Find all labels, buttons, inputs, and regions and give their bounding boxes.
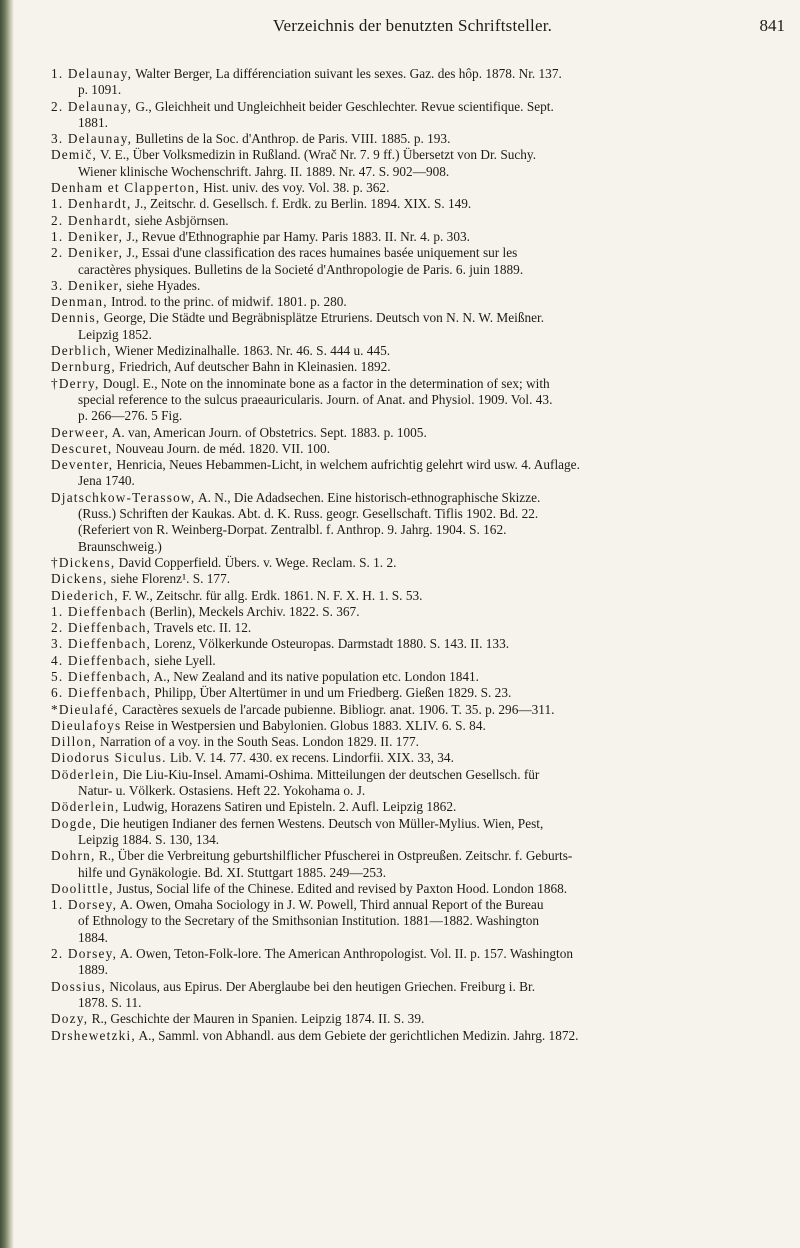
entry-text: Justus, Social life of the Chinese. Edited and revised by Paxton Hood. London 1868. — [113, 880, 568, 896]
entry-text: V. E., Über Volksmedizin in Rußland. (Wrač Nr. 7. 9 ff.) Übersetzt von Dr. Suchy. Wiener klinische Wochenschrift. Jahrg. II. 1889. Nr. 47. S. 902—908. — [78, 147, 537, 179]
bibliography-entry — [51, 897, 785, 946]
bibliography-entry — [51, 734, 785, 750]
entry-author: Doolittle, — [51, 880, 114, 896]
entry-author: Dozy, — [51, 1011, 89, 1027]
entry-text: Die heutigen Indianer des fernen Westens. Deutsch von Müller-Mylius. Wien, Pest, Leipzig 1884. S. 130, 134. — [78, 815, 544, 847]
entry-author: 2. Dieffenbach, — [51, 620, 152, 636]
entry-text: Bulletins de la Soc. d'Anthrop. de Paris. VIII. 1885. p. 193. — [132, 131, 451, 147]
entry-text: Lorenz, Völkerkunde Osteuropas. Darmstadt 1880. S. 143. II. 133. — [151, 636, 510, 652]
bibliography-entry — [51, 588, 785, 604]
bibliography-entry — [51, 1028, 785, 1044]
entry-text: Hist. univ. des voy. Vol. 38. p. 362. — [199, 180, 390, 196]
bibliography-entry — [51, 718, 785, 734]
bibliography-entry — [51, 1011, 785, 1027]
entry-author: 2. Dorsey, — [51, 946, 118, 962]
bibliography-entry — [51, 816, 785, 849]
bibliography-entry — [51, 490, 785, 555]
entry-author: 3. Deniker, — [51, 277, 124, 293]
entry-text: Nicolaus, aus Epirus. Der Aberglaube bei den heutigen Griechen. Freiburg i. Br. 1878. S. 11. — [78, 978, 536, 1010]
entry-text: David Copperfield. Übers. v. Wege. Reclam. S. 1. 2. — [115, 554, 397, 570]
entry-author: Dillon, — [51, 734, 97, 750]
bibliography-entry — [51, 881, 785, 897]
bibliography-entry — [51, 799, 785, 815]
bibliography-entry — [51, 213, 785, 229]
entry-text: George, Die Städte und Begräbnisplätze Etruriens. Deutsch von N. N. W. Meißner. Leipzig 1852. — [78, 310, 545, 342]
entry-text: Henricia, Neues Hebammen-Licht, in welchem aufrichtig gelehrt wird usw. 4. Auflage. Jena 1740. — [78, 457, 580, 489]
bibliography-entry — [51, 669, 785, 685]
entry-text: A., New Zealand and its native population etc. London 1841. — [151, 668, 480, 684]
entry-text: Nouveau Journ. de méd. 1820. VII. 100. — [112, 440, 331, 456]
bibliography-entry — [51, 180, 785, 196]
entry-text: A. Owen, Teton-Folk-lore. The American Anthropologist. Vol. II. p. 157. Washington 1889. — [78, 946, 574, 978]
entry-author: Drshewetzki, — [51, 1027, 136, 1043]
entry-author: Dieulafoys — [51, 717, 122, 733]
entry-author: 1. Denhardt, — [51, 196, 132, 212]
entry-author: 5. Dieffenbach, — [51, 668, 152, 684]
entry-text: Caractères sexuels de l'arcade pubienne. Bibliogr. anat. 1906. T. 35. p. 296—311. — [118, 701, 555, 717]
entry-text: siehe Florenz¹. S. 177. — [107, 571, 231, 587]
entry-author: 1. Delaunay, — [51, 66, 133, 81]
bibliography-entry — [51, 245, 785, 278]
entry-author: Dohrn, — [51, 848, 96, 864]
entry-author: 4. Dieffenbach, — [51, 652, 152, 668]
entry-author: *Dieulafé, — [51, 701, 119, 717]
entry-author: Dossius, — [51, 978, 107, 994]
entry-author: Diodorus Siculus. — [51, 750, 167, 766]
entry-author: Derblich, — [51, 343, 112, 359]
bibliography-entry — [51, 702, 785, 718]
entry-author: 1. Dorsey, — [51, 897, 118, 913]
entry-author: 2. Deniker, — [51, 245, 124, 261]
page-edge-shadow — [0, 0, 14, 1248]
page-number: 841 — [759, 16, 785, 35]
bibliography-entry — [51, 99, 785, 132]
entry-author: Demič, — [51, 147, 97, 163]
entry-text: R., Geschichte der Mauren in Spanien. Leipzig 1874. II. S. 39. — [88, 1011, 425, 1027]
bibliography-entry — [51, 636, 785, 652]
entry-text: Philipp, Über Altertümer in und um Friedberg. Gießen 1829. S. 23. — [151, 685, 512, 701]
page-title: Verzeichnis der benutzten Schriftsteller. — [272, 16, 553, 35]
entry-author: 1. Deniker, — [51, 228, 124, 244]
bibliography-entry — [51, 294, 785, 310]
bibliography-entry — [51, 653, 785, 669]
entry-author: 1. Dieffenbach — [51, 603, 147, 619]
bibliography-entry — [51, 604, 785, 620]
bibliography-entry — [51, 571, 785, 587]
entry-text: F. W., Zeitschr. für allg. Erdk. 1861. N. F. X. H. 1. S. 53. — [118, 587, 423, 603]
entry-author: Deventer, — [51, 457, 114, 473]
entry-author: 3. Dieffenbach, — [51, 636, 152, 652]
entry-text: Introd. to the princ. of midwif. 1801. p. 280. — [107, 294, 347, 310]
entry-text: G., Gleichheit und Ungleichheit beider Geschlechter. Revue scientifique. Sept. 1881. — [78, 98, 554, 130]
bibliography-entry — [51, 359, 785, 375]
entry-author: Dennis, — [51, 310, 101, 326]
entry-text: R., Über die Verbreitung geburtshilflicher Pfuscherei in Ostpreußen. Zeitschr. f. Geburts- hilfe und Gynäkologie. Bd. XI. Stuttgart 1885. 249—253. — [78, 848, 573, 880]
entry-text: siehe Asbjörnsen. — [131, 212, 229, 228]
entry-author: 2. Delaunay, — [51, 98, 133, 114]
bibliography-entry — [51, 441, 785, 457]
entry-text: Wiener Medizinalhalle. 1863. Nr. 46. S. 444 u. 445. — [111, 343, 391, 359]
bibliography-entry — [51, 229, 785, 245]
entry-text: A., Samml. von Abhandl. aus dem Gebiete der gerichtlichen Medizin. Jahrg. 1872. — [135, 1027, 579, 1043]
entry-text: Narration of a voy. in the South Seas. London 1829. II. 177. — [96, 734, 419, 750]
bibliography-entry — [51, 457, 785, 490]
bibliography-entry — [51, 278, 785, 294]
bibliography-entry — [51, 979, 785, 1012]
bibliography-list — [51, 66, 785, 1044]
entry-author: Dernburg, — [51, 359, 116, 375]
entry-author: 3. Delaunay, — [51, 131, 133, 147]
entry-author: Denman, — [51, 294, 108, 310]
entry-text: siehe Lyell. — [151, 652, 216, 668]
bibliography-entry — [51, 66, 785, 99]
entry-text: A. Owen, Omaha Sociology in J. W. Powell, Third annual Report of the Bureau of Ethnology to the Secretary of the Smithsonian Institution. 1881—1882. Washington 1884. — [78, 897, 544, 945]
entry-author: 6. Dieffenbach, — [51, 685, 152, 701]
entry-author: Djatschkow-Terassow, — [51, 489, 196, 505]
bibliography-entry — [51, 620, 785, 636]
bibliography-entry — [51, 767, 785, 800]
entry-author: Dogde, — [51, 815, 97, 831]
entry-text: J., Zeitschr. d. Gesellsch. f. Erdk. zu Berlin. 1894. XIX. S. 149. — [131, 196, 472, 212]
entry-text: Ludwig, Horazens Satiren und Episteln. 2. Aufl. Leipzig 1862. — [119, 799, 457, 815]
entry-text: J., Essai d'une classification des races humaines basée uniquement sur les caractères physiques. Bulletins de la Societé d'Anthropologie de Paris. 6. juin 1889. — [78, 245, 524, 277]
entry-author: Diederich, — [51, 587, 119, 603]
entry-author: Descuret, — [51, 440, 113, 456]
bibliography-entry — [51, 848, 785, 881]
bibliography-entry — [51, 376, 785, 425]
bibliography-entry — [51, 147, 785, 180]
entry-author: †Derry, — [51, 375, 100, 391]
entry-text: Walter Berger, La différenciation suivant les sexes. Gaz. des hôp. 1878. Nr. 137. p. 1091. — [78, 66, 562, 98]
entry-text: Friedrich, Auf deutscher Bahn in Kleinasien. 1892. — [115, 359, 391, 375]
entry-text: (Berlin), Meckels Archiv. 1822. S. 367. — [146, 603, 360, 619]
entry-text: A. van, American Journ. of Obstetrics. Sept. 1883. p. 1005. — [109, 424, 427, 440]
bibliography-entry — [51, 425, 785, 441]
entry-author: †Dickens, — [51, 554, 116, 570]
entry-author: 2. Denhardt, — [51, 212, 132, 228]
entry-text: Die Liu-Kiu-Insel. Amami-Oshima. Mitteilungen der deutschen Gesellsch. für Natur- u. Völkerk. Ostasiens. Heft 22. Yokohama o. J. — [78, 766, 540, 799]
entry-author: Denham et Clapperton, — [51, 180, 200, 196]
entry-text: Travels etc. II. 12. — [151, 620, 252, 636]
entry-author: Döderlein, — [51, 766, 120, 782]
entry-author: Döderlein, — [51, 799, 120, 815]
entry-text: Reise in Westpersien und Babylonien. Globus 1883. XLIV. 6. S. 84. — [121, 717, 486, 733]
entry-author: Derweer, — [51, 424, 110, 440]
bibliography-entry — [51, 131, 785, 147]
running-header — [40, 16, 785, 46]
entry-text: J., Revue d'Ethnographie par Hamy. Paris 1883. II. Nr. 4. p. 303. — [123, 228, 470, 244]
entry-author: Dickens, — [51, 571, 108, 587]
entry-text: A. N., Die Adadsechen. Eine historisch-ethnographische Skizze. (Russ.) Schriften der Kaukas. Abt. d. K. Russ. geogr. Gesellschaft. Tiflis 1902. Bd. 22. (Referiert von R. Weinberg-Dorpat. Zentralbl. f. Anthrop. 9. Jahrg. 1904. S. 162. Braunschweig.) — [78, 489, 541, 554]
bibliography-entry — [51, 310, 785, 343]
bibliography-entry — [51, 750, 785, 766]
bibliography-entry — [51, 555, 785, 571]
entry-text: Dougl. E., Note on the innominate bone as a factor in the determination of sex; with special reference to the sulcus praeauricularis. Journ. of Anat. and Physiol. 1909. Vol. 43. p. 266—276. 5 Fig. — [78, 375, 553, 424]
bibliography-entry — [51, 196, 785, 212]
bibliography-entry — [51, 685, 785, 701]
bibliography-entry — [51, 946, 785, 979]
entry-text: siehe Hyades. — [123, 277, 201, 293]
bibliography-entry — [51, 343, 785, 359]
entry-text: Lib. V. 14. 77. 430. ex recens. Lindorfii. XIX. 33, 34. — [166, 750, 454, 766]
